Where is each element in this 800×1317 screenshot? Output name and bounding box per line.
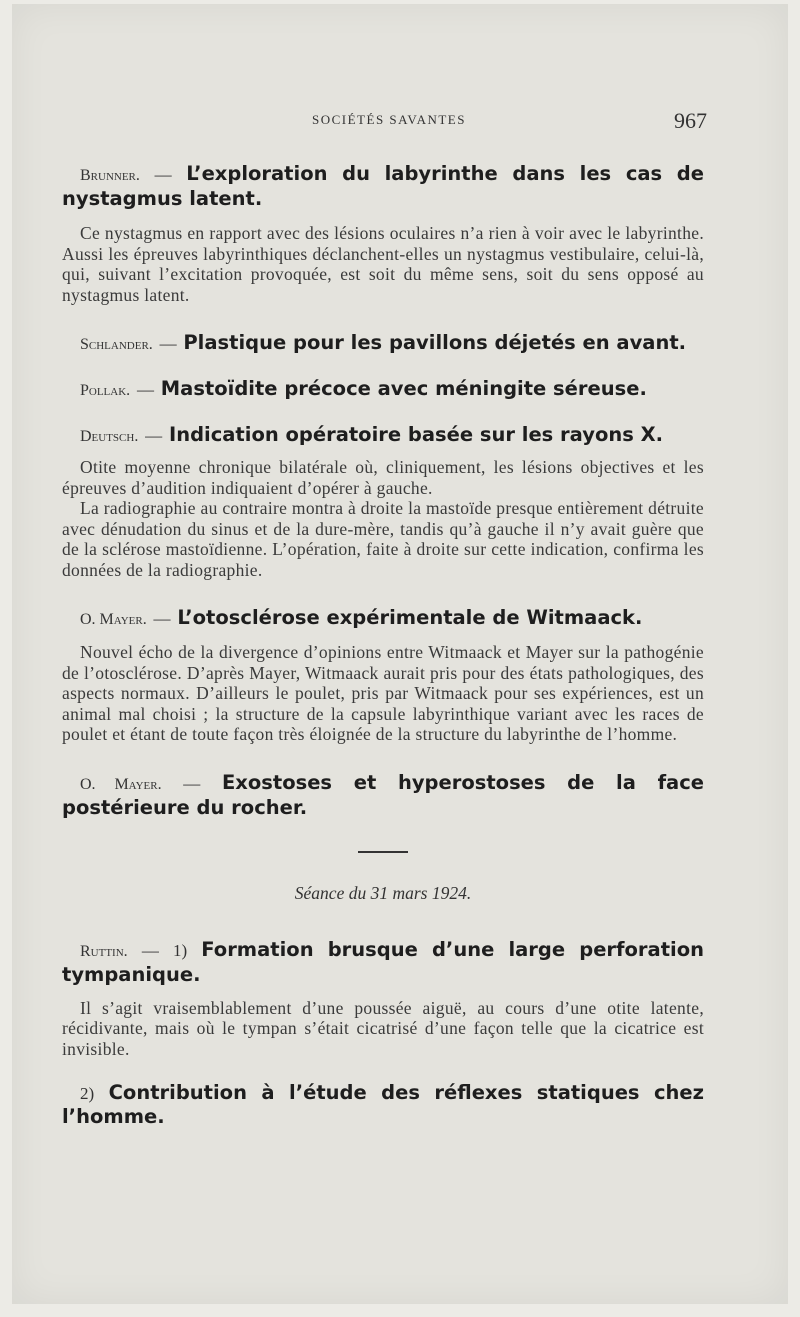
- communication-title: L’exploration du labyrinthe dans les cas de nystagmus latent.: [62, 162, 704, 210]
- communication-title: Indication opératoire basée sur les rayons X.: [168, 423, 664, 446]
- dash: —: [154, 165, 172, 184]
- page-content: [62, 162, 704, 1128]
- session-date: Séance du 31 mars 1924.: [294, 882, 472, 903]
- dash: —: [136, 380, 154, 399]
- running-title: SOCIÉTÉS SAVANTES: [312, 112, 466, 127]
- schlander-heading: [62, 331, 704, 356]
- communication-title: Plastique pour les pavillons déjetés en avant.: [183, 331, 687, 354]
- communication-title: Formation brusque d’une large perforation tympanique.: [62, 937, 704, 986]
- item-number: 2): [80, 1084, 95, 1103]
- communication-title: L’otosclérose expérimentale de Witmaack.: [177, 606, 643, 629]
- ruttin-body-1: Il s’agit vraisemblablement d’une poussée aiguë, au cours d’une otite latente, récidivante, mais où le tympan s’était cicatrisé d’une façon telle que la cicatrice est invisible.: [62, 997, 704, 1059]
- dash: —: [145, 426, 163, 445]
- brunner-body: Ce nystagmus en rapport avec des lésions oculaires n’a rien à voir avec le labyrinthe. Aussi les épreuves labyrinthiques déclanchent-elles un nystagmus vestibulaire, celui-là, qui, suivant l’excitation provoquée, est soit du même sens, soit du sens opposé au nystagmus latent.: [62, 223, 704, 305]
- dash: —: [141, 940, 159, 960]
- deutsch-body-2: La radiographie au contraire montra à droite la mastoïde presque entièrement détruite avec dénudation du sinus et de la dure-mère, tandis qu’à gauche il n’y avait guère que de la sclérose mastoïdienne. L’opération, faite à droite sur cette indication, confirma les données de la radiographie.: [62, 498, 704, 580]
- author-name: O. Mayer.: [80, 775, 162, 793]
- dash: —: [153, 609, 171, 628]
- author-name: Brunner.: [80, 167, 140, 184]
- author-name: Schlander.: [80, 336, 153, 353]
- mayer-heading-1: [62, 606, 704, 631]
- deutsch-body-1: Otite moyenne chronique bilatérale où, cliniquement, les lésions objectives et les épreuves d’audition indiquaient d’opérer à gauche.: [62, 457, 704, 498]
- mayer-body-1: Nouvel écho de la divergence d’opinions entre Witmaack et Mayer sur la pathogénie de l’otosclérose. D’après Mayer, Witmaack aurait pris pour des états pathologiques, des aspects normaux. D’ailleurs le poulet, pris par Witmaack pour ses expériences, est un animal mal choisi ; la structure de la capsule labyrinthique variant avec les races de poulet et étant de toute façon très éloignée de la structure du labyrinthe de l’homme.: [62, 642, 704, 744]
- dash: —: [183, 773, 201, 793]
- author-name: Deutsch.: [80, 428, 139, 445]
- deutsch-heading: [62, 423, 704, 448]
- pollak-heading: [62, 377, 704, 402]
- author-name: Pollak.: [80, 382, 131, 399]
- author-name: O. Mayer.: [80, 611, 147, 628]
- ruttin-heading-1: [62, 938, 704, 986]
- communication-title: Contribution à l’étude des réflexes statiques chez l’homme.: [62, 1081, 704, 1128]
- brunner-heading: [62, 162, 704, 210]
- dash: —: [159, 334, 177, 353]
- author-name: Ruttin.: [80, 942, 128, 960]
- section-divider: [358, 851, 408, 853]
- page-number: 967: [674, 108, 707, 133]
- mayer-heading-2: [62, 771, 704, 819]
- communication-title: Exostoses et hyperostoses de la face postérieure du rocher.: [62, 770, 704, 819]
- ruttin-heading-2: [62, 1081, 704, 1128]
- page-header: [0, 108, 800, 138]
- item-number: 1): [172, 940, 188, 960]
- communication-title: Mastoïdite précoce avec méningite séreuse.: [160, 377, 647, 400]
